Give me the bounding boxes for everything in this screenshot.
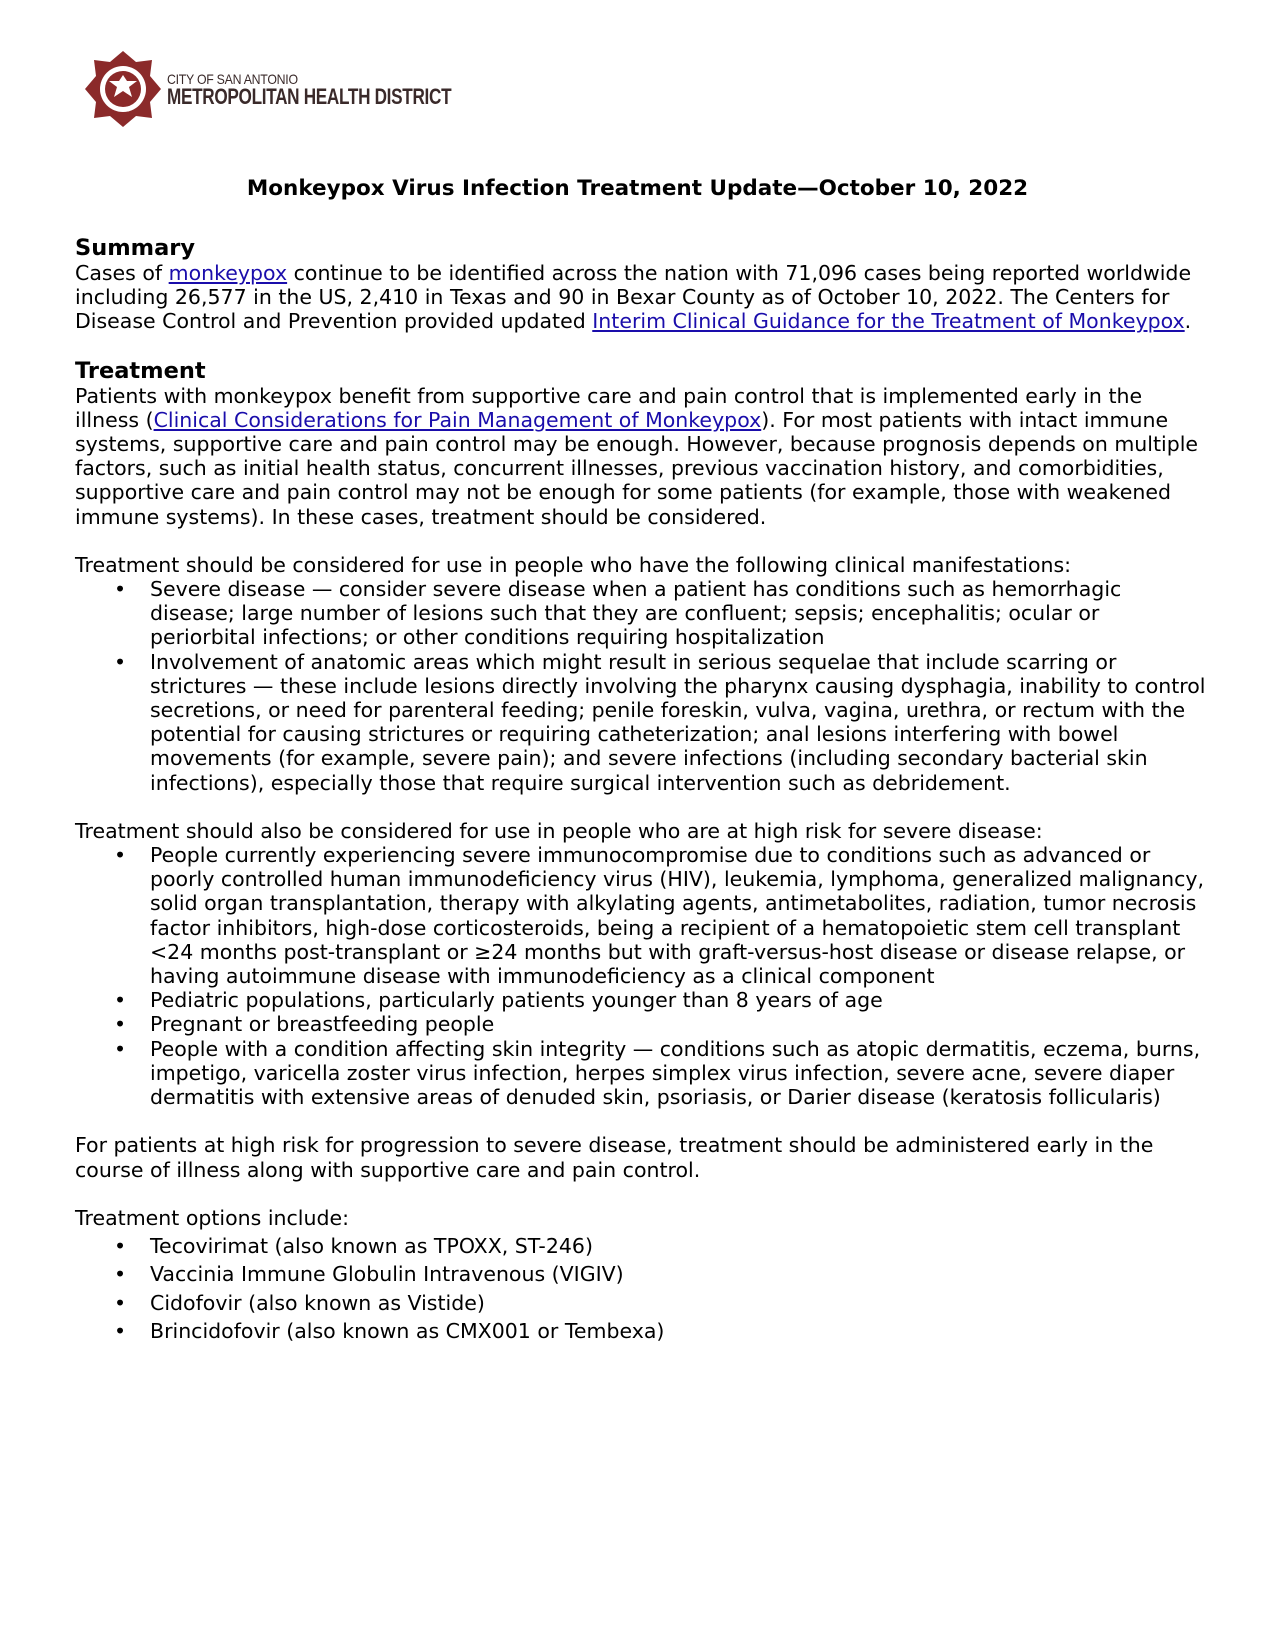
list-item: • Cidofovir (also known as Vistide): [75, 1291, 1210, 1315]
list-item: • Tecovirimat (also known as TPOXX, ST-246): [75, 1234, 1210, 1258]
document-title: Monkeypox Virus Infection Treatment Update—October 10, 2022: [246, 176, 1029, 201]
summary-text: Cases of: [75, 261, 169, 285]
summary-paragraph: [75, 261, 1210, 334]
treatment-options-intro: Treatment options include:: [75, 1205, 350, 1230]
summary-text: continue to be identified across the nation with 71,096 cases being reported worldwide including 26,577 in the US, 2,410 in Texas and 90 in Bexar County as of October 10, 2022. The Centers for Disease Control and Prevention provided updated: [75, 261, 1192, 334]
summary-heading: Summary: [75, 235, 196, 261]
treatment-options-list: [75, 1234, 1210, 1343]
list-item: • Involvement of anatomic areas which might result in serious sequelae that include scarring or strictures — these include lesions directly involving the pharynx causing dysphagia, inability to control secretions, or need for parenteral feeding; penile foreskin, vulva, vagina, urethra, or rectum with the potential for causing strictures or requiring catheterization; anal lesions interfering with bowel movements (for example, severe pain); and severe infections (including secondary bacterial skin infections), especially those that require surgical intervention such as debridement.: [75, 650, 1210, 795]
clinical-manifestations-intro: Treatment should be considered for use in people who have the following clinical manifestations:: [75, 552, 1072, 577]
health-district-seal-icon: [84, 50, 162, 128]
high-risk-list: [75, 843, 1210, 1109]
clinical-manifestations-list: [75, 577, 1210, 795]
early-treatment-paragraph: For patients at high risk for progression to severe disease, treatment should be administered early in the course of illness along with supportive care and pain control.: [75, 1133, 1154, 1182]
list-item: • Brincidofovir (also known as CMX001 or Tembexa): [75, 1319, 1210, 1343]
org-name-line1: CITY OF SAN ANTONIO: [167, 71, 298, 87]
high-risk-intro: Treatment should also be considered for use in people who are at high risk for severe disease:: [75, 818, 1043, 843]
list-item: • Pregnant or breastfeeding people: [75, 1012, 1210, 1036]
list-item: • Vaccinia Immune Globulin Intravenous (VIGIV): [75, 1262, 1210, 1286]
list-item: • Pediatric populations, particularly patients younger than 8 years of age: [75, 988, 1210, 1012]
list-item: • People with a condition affecting skin integrity — conditions such as atopic dermatitis, eczema, burns, impetigo, varicella zoster virus infection, herpes simplex virus infection, severe acne, severe diaper dermatitis with extensive areas of denuded skin, psoriasis, or Darier disease (keratosis follicularis): [75, 1037, 1210, 1110]
summary-text: .: [1184, 309, 1192, 334]
org-name-line2: METROPOLITAN HEALTH DISTRICT: [167, 84, 452, 109]
treatment-text: Patients with monkeypox benefit from supportive care and pain control that is implemented early in the illness (: [75, 383, 1143, 432]
list-item: • People currently experiencing severe immunocompromise due to conditions such as advanced or poorly controlled human immunodeficiency virus (HIV), leukemia, lymphoma, generalized malignancy, solid organ transplantation, therapy with alkylating agents, antimetabolites, radiation, tumor necrosis factor inhibitors, high-dose corticosteroids, being a recipient of a hematopoietic stem cell transplant <24 months post-transplant or ≥24 months but with graft-versus-host disease or disease relapse, or having autoimmune disease with immunodeficiency as a clinical component: [75, 843, 1210, 988]
interim-guidance-link[interactable]: Interim Clinical Guidance for the Treatment of Monkeypox: [592, 309, 1185, 334]
treatment-paragraph-1: [75, 384, 1210, 529]
treatment-text: ). For most patients with intact immune systems, supportive care and pain control may be enough. However, because prognosis depends on multiple factors, such as initial health status, concurrent illnesses, previous vaccination history, and comorbidities, supportive care and pain control may not be enough for some patients (for example, those with weakened immune systems). In these cases, treatment should be considered.: [75, 407, 1199, 529]
treatment-heading: Treatment: [75, 357, 206, 384]
document-body: [75, 235, 1210, 1347]
monkeypox-link[interactable]: monkeypox: [168, 261, 288, 285]
org-logo: [84, 50, 452, 128]
list-item: • Severe disease — consider severe disease when a patient has conditions such as hemorrhagic disease; large number of lesions such that they are confluent; sepsis; encephalitis; ocular or periorbital infections; or other conditions requiring hospitalization: [75, 577, 1210, 650]
pain-management-link[interactable]: Clinical Considerations for Pain Management of Monkeypox: [153, 407, 762, 432]
